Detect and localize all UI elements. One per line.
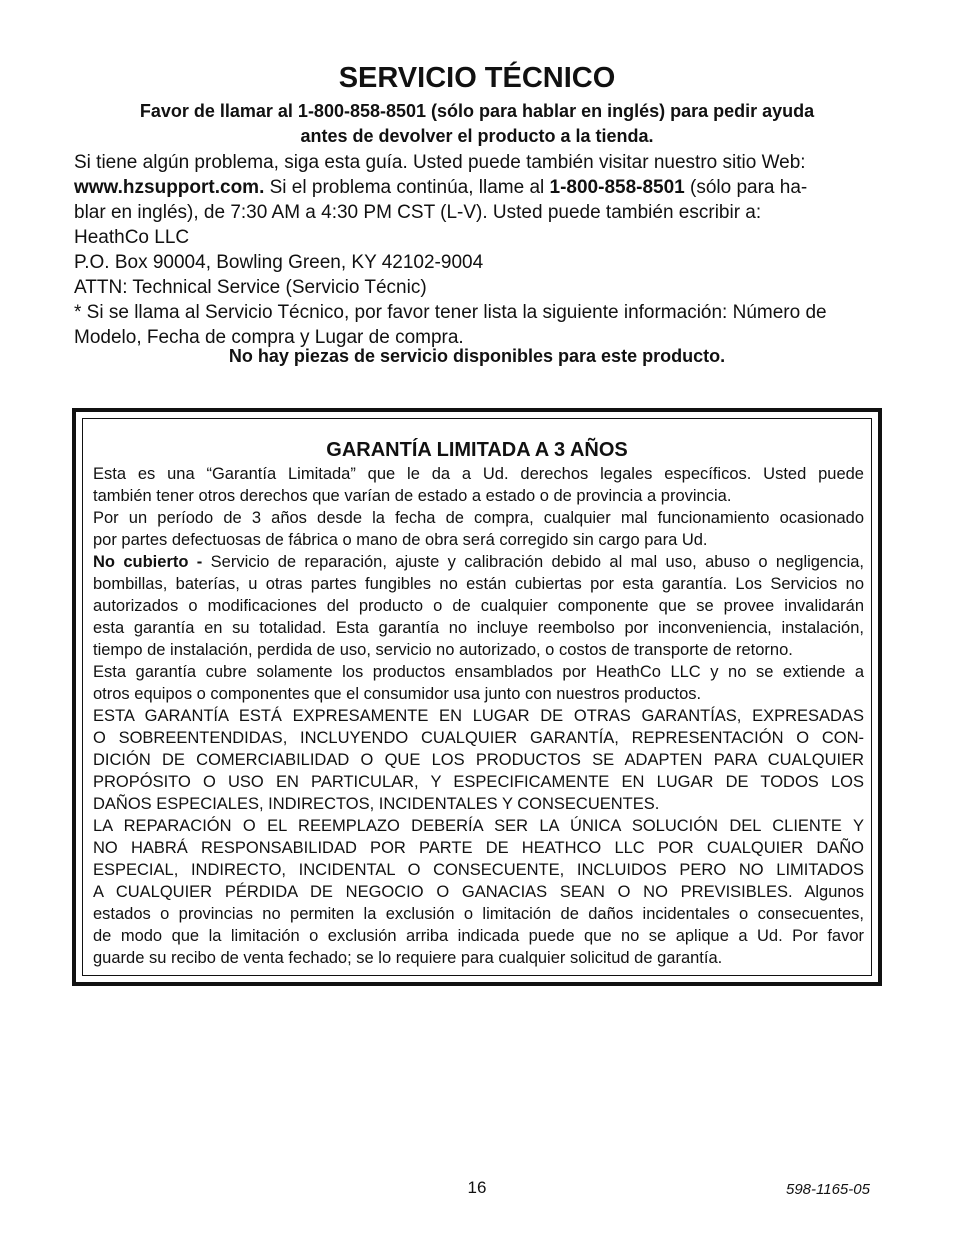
intro-text: (sólo para ha- [684, 177, 808, 198]
warranty-box [72, 408, 882, 986]
document-code: 598-1165-05 [786, 1181, 870, 1198]
page-title: SERVICIO TÉCNICO [338, 62, 616, 94]
warranty-line: también tener otros derechos que varían de estado a estado o de provincia a provincia. [93, 487, 732, 505]
warranty-line: esta garantía en su totalidad. Esta garantía no incluye reembolso por inconveniencia, instalación, [93, 619, 864, 637]
address-company: HeathCo LLC [74, 227, 190, 248]
intro-line: * Si se llama al Servicio Técnico, por favor tener lista la siguiente información: Número de [74, 302, 827, 323]
warranty-line: Esta es una “Garantía Limitada” que le da a Ud. derechos legales específicos. Usted puede [93, 465, 864, 483]
intro-line: blar en inglés), de 7:30 AM a 4:30 PM CST (L-V). Usted puede también escribir a: [74, 202, 762, 223]
warranty-line: Por un período de 3 años desde la fecha de compra, cualquier mal funcionamiento ocasionado [93, 509, 864, 527]
warranty-line: NO HABRÁ RESPONSABILIDAD POR PARTE DE HEATHCO LLC POR CUALQUIER DAÑO [93, 839, 864, 857]
not-covered-label: No cubierto - [93, 553, 203, 571]
call-notice-line-1: Favor de llamar al 1-800-858-8501 (sólo para hablar en inglés) para pedir ayuda [139, 101, 815, 121]
warranty-line: DAÑOS ESPECIALES, INDIRECTOS, INCIDENTALES Y CONSECUENTES. [93, 795, 660, 813]
warranty-line-not-covered [93, 551, 864, 573]
warranty-line: O SOBREENTENDIDAS, INCLUYENDO CUALQUIER GARANTÍA, REPRESENTACIÓN O CON- [93, 729, 864, 747]
support-url: www.hzsupport.com. [74, 177, 265, 198]
no-parts-notice: No hay piezas de servicio disponibles para este producto. [228, 346, 726, 366]
warranty-line: de modo que la limitación o exclusión arriba indicada puede que no se aplique a Ud. Por favor [93, 927, 864, 945]
warranty-line: Esta garantía cubre solamente los productos ensamblados por HeathCo LLC y no se extiende a [93, 663, 864, 681]
support-phone: 1-800-858-8501 [549, 177, 685, 198]
intro-paragraph [74, 150, 886, 350]
warranty-line: guarde su recibo de venta fechado; se lo requiere para cualquier solicitud de garantía. [93, 949, 723, 967]
intro-line-contact [74, 175, 886, 200]
warranty-line: por partes defectuosas de fábrica o mano de obra será corregido sin cargo para Ud. [93, 531, 708, 549]
warranty-line: bombillas, baterías, u otras partes fungibles no están cubiertas por esta garantía. Los Servicios no [93, 575, 864, 593]
warranty-line: ESTA GARANTÍA ESTÁ EXPRESAMENTE EN LUGAR DE OTRAS GARANTÍAS, EXPRESADAS [93, 707, 864, 725]
warranty-box-inner [82, 418, 872, 976]
page-number: 16 [467, 1178, 487, 1197]
warranty-line: LA REPARACIÓN O EL REEMPLAZO DEBERÍA SER LA ÚNICA SOLUCIÓN DEL CLIENTE Y [93, 817, 864, 835]
warranty-line: otros equipos o componentes que el consumidor usa junto con nuestros productos. [93, 685, 702, 703]
warranty-text [93, 463, 864, 969]
warranty-line: PROPÓSITO O USO EN PARTICULAR, Y ESPECIFICAMENTE EN LUGAR DE TODOS LOS [93, 773, 864, 791]
warranty-line: autorizados o modificaciones del producto o de cualquier componente que se provee invalidarán [93, 597, 864, 615]
warranty-line-text: Servicio de reparación, ajuste y calibración debido al mal uso, abuso o negligencia, [210, 553, 864, 571]
address-attention: ATTN: Technical Service (Servicio Técnic) [74, 277, 427, 298]
intro-text: Si el problema continúa, llame al [264, 177, 550, 198]
warranty-line: A CUALQUIER PÉRDIDA DE NEGOCIO O GANACIAS SEAN O NO PREVISIBLES. Algunos [93, 883, 864, 901]
warranty-title: GARANTÍA LIMITADA A 3 AÑOS [326, 439, 628, 461]
call-notice-line-2: antes de devolver el producto a la tienda. [300, 126, 654, 146]
address-po-box: P.O. Box 90004, Bowling Green, KY 42102-9004 [74, 252, 484, 273]
warranty-line: ESPECIAL, INDIRECTO, INCIDENTAL O CONSECUENTE, INCLUIDOS PERO NO LIMITADOS [93, 861, 864, 879]
warranty-line: estados o provincias no permiten la exclusión o limitación de daños incidentales o consecuentes, [93, 905, 864, 923]
warranty-line: DICIÓN DE COMERCIABILIDAD O QUE LOS PRODUCTOS SE ADAPTEN PARA CUALQUIER [93, 751, 864, 769]
warranty-line: tiempo de instalación, perdida de uso, servicio no autorizado, o costos de transporte de retorno. [93, 641, 793, 659]
intro-line: Si tiene algún problema, siga esta guía. Usted puede también visitar nuestro sitio Web: [74, 152, 806, 173]
intro-line: Modelo, Fecha de compra y Lugar de compra. [74, 327, 464, 348]
